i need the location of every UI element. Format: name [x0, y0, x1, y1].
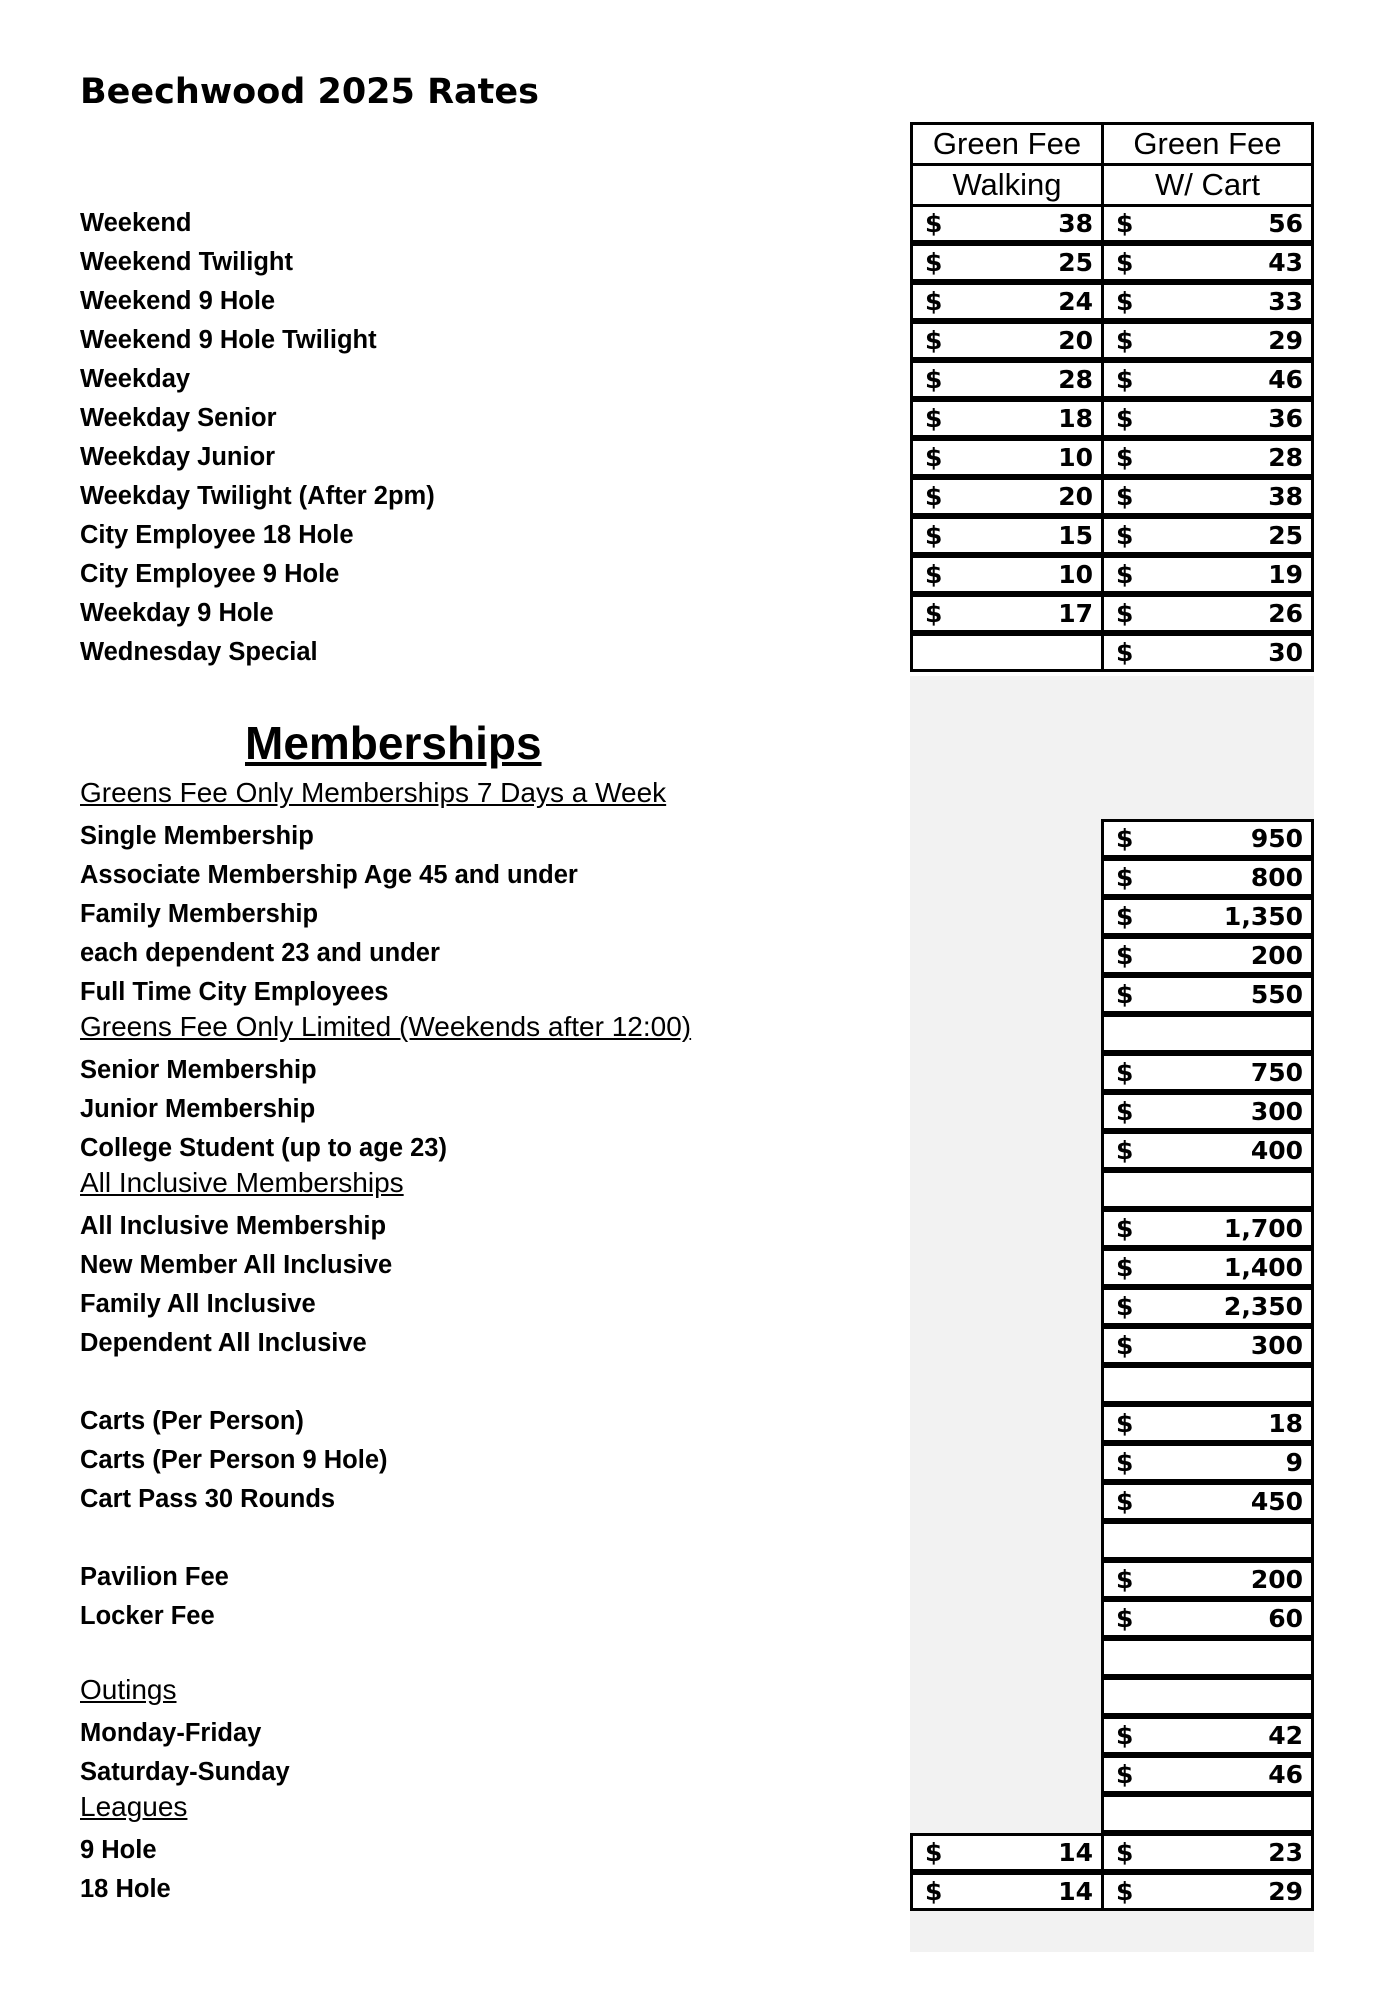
currency-symbol: $ — [1116, 824, 1134, 853]
section-heading: Greens Fee Only Limited (Weekends after 12:00) — [80, 1011, 692, 1042]
walking-price-cell — [910, 243, 1104, 282]
empty-price-cell — [1101, 1677, 1314, 1716]
cart-price-cell — [1101, 438, 1314, 477]
section-heading: Leagues — [80, 1791, 188, 1822]
membership-label: All Inclusive Membership — [80, 1212, 387, 1240]
currency-symbol: $ — [1116, 1136, 1134, 1165]
price-cell — [1101, 1560, 1314, 1599]
price-value: 24 — [1058, 287, 1093, 316]
currency-symbol: $ — [925, 482, 943, 511]
currency-symbol: $ — [1116, 365, 1134, 394]
currency-symbol: $ — [925, 365, 943, 394]
price-value: 33 — [1268, 287, 1303, 316]
price-value: 18 — [1058, 404, 1093, 433]
membership-label: Locker Fee — [80, 1602, 215, 1630]
price-value: 20 — [1058, 482, 1093, 511]
price-cell — [1101, 1326, 1314, 1365]
membership-label: Cart Pass 30 Rounds — [80, 1485, 336, 1513]
price-value: 43 — [1268, 248, 1303, 277]
membership-label: Associate Membership Age 45 and under — [80, 861, 578, 889]
walking-price-cell — [910, 321, 1104, 360]
membership-label: 9 Hole — [80, 1836, 157, 1864]
price-cell — [1101, 1482, 1314, 1521]
header-cart-bottom: W/ Cart — [1101, 163, 1314, 207]
currency-symbol: $ — [925, 404, 943, 433]
walking-price-cell — [910, 282, 1104, 321]
membership-label: Full Time City Employees — [80, 978, 389, 1006]
currency-symbol: $ — [1116, 1331, 1134, 1360]
price-value: 450 — [1250, 1487, 1303, 1516]
price-value: 29 — [1268, 1877, 1303, 1906]
currency-symbol: $ — [1116, 443, 1134, 472]
price-value: 17 — [1058, 599, 1093, 628]
walking-price-cell — [910, 516, 1104, 555]
rate-label: Weekend 9 Hole — [80, 287, 276, 315]
header-walking-bottom: Walking — [910, 163, 1104, 207]
price-value: 200 — [1250, 941, 1303, 970]
currency-symbol: $ — [1116, 287, 1134, 316]
price-value: 1,700 — [1223, 1214, 1303, 1243]
price-value: 200 — [1250, 1565, 1303, 1594]
price-value: 18 — [1268, 1409, 1303, 1438]
price-value: 36 — [1268, 404, 1303, 433]
membership-label: Senior Membership — [80, 1056, 317, 1084]
membership-label: Carts (Per Person 9 Hole) — [80, 1446, 388, 1474]
currency-symbol: $ — [925, 599, 943, 628]
currency-symbol: $ — [925, 209, 943, 238]
currency-symbol: $ — [1116, 638, 1134, 667]
price-value: 2,350 — [1223, 1292, 1303, 1321]
currency-symbol: $ — [1116, 404, 1134, 433]
empty-price-cell — [1101, 1794, 1314, 1833]
currency-symbol: $ — [925, 326, 943, 355]
walking-price-cell — [910, 477, 1104, 516]
price-value: 14 — [1058, 1838, 1093, 1867]
empty-price-cell — [1101, 1014, 1314, 1053]
membership-label: New Member All Inclusive — [80, 1251, 393, 1279]
price-cell — [1101, 1209, 1314, 1248]
price-value: 400 — [1250, 1136, 1303, 1165]
currency-symbol: $ — [1116, 248, 1134, 277]
rate-label: Wednesday Special — [80, 638, 318, 666]
currency-symbol: $ — [1116, 1448, 1134, 1477]
membership-label: Pavilion Fee — [80, 1563, 229, 1591]
currency-symbol: $ — [925, 521, 943, 550]
membership-label: Dependent All Inclusive — [80, 1329, 367, 1357]
price-value: 25 — [1268, 521, 1303, 550]
price-cell — [1101, 897, 1314, 936]
currency-symbol: $ — [1116, 599, 1134, 628]
currency-symbol: $ — [1116, 1877, 1134, 1906]
price-cell — [1101, 1755, 1314, 1794]
membership-label: Saturday-Sunday — [80, 1758, 290, 1786]
currency-symbol: $ — [1116, 1214, 1134, 1243]
walking-price-cell — [910, 594, 1104, 633]
section-heading: Outings — [80, 1674, 177, 1705]
empty-price-cell — [1101, 1521, 1314, 1560]
cart-price-cell — [1101, 204, 1314, 243]
currency-symbol: $ — [1116, 326, 1134, 355]
price-value: 46 — [1268, 365, 1303, 394]
price-value: 28 — [1268, 443, 1303, 472]
rate-label: Weekend 9 Hole Twilight — [80, 326, 377, 354]
section-heading: Greens Fee Only Memberships 7 Days a Week — [80, 777, 667, 808]
price-value: 28 — [1058, 365, 1093, 394]
currency-symbol: $ — [1116, 1838, 1134, 1867]
price-value: 56 — [1268, 209, 1303, 238]
currency-symbol: $ — [1116, 1721, 1134, 1750]
currency-symbol: $ — [1116, 902, 1134, 931]
page-title: Beechwood 2025 Rates — [80, 72, 539, 112]
cart-price-cell — [1101, 360, 1314, 399]
rate-label: City Employee 18 Hole — [80, 521, 354, 549]
currency-symbol: $ — [925, 443, 943, 472]
walking-price-cell — [910, 438, 1104, 477]
price-cell — [1101, 936, 1314, 975]
price-value: 38 — [1058, 209, 1093, 238]
price-value: 1,400 — [1223, 1253, 1303, 1282]
currency-symbol: $ — [1116, 1058, 1134, 1087]
currency-symbol: $ — [925, 1877, 943, 1906]
price-value: 1,350 — [1223, 902, 1303, 931]
currency-symbol: $ — [1116, 1565, 1134, 1594]
price-value: 25 — [1058, 248, 1093, 277]
cart-price-cell — [1101, 555, 1314, 594]
cart-price-cell — [1101, 477, 1314, 516]
currency-symbol: $ — [1116, 1760, 1134, 1789]
rate-label: Weekday Junior — [80, 443, 276, 471]
price-cell — [1101, 1131, 1314, 1170]
price-value: 30 — [1268, 638, 1303, 667]
walking-price-cell — [910, 555, 1104, 594]
price-cell — [1101, 975, 1314, 1014]
currency-symbol: $ — [1116, 1097, 1134, 1126]
membership-label: Monday-Friday — [80, 1719, 262, 1747]
walking-price-cell — [910, 1833, 1104, 1872]
cart-price-cell — [1101, 594, 1314, 633]
price-cell — [1101, 1053, 1314, 1092]
price-value: 300 — [1250, 1097, 1303, 1126]
price-value: 300 — [1250, 1331, 1303, 1360]
currency-symbol: $ — [1116, 1487, 1134, 1516]
price-value: 38 — [1268, 482, 1303, 511]
header-cart-top: Green Fee — [1101, 122, 1314, 166]
memberships-title: Memberships — [245, 717, 542, 769]
price-cell — [1101, 1443, 1314, 1482]
membership-label: each dependent 23 and under — [80, 939, 440, 967]
membership-label: Junior Membership — [80, 1095, 316, 1123]
empty-price-cell — [1101, 1170, 1314, 1209]
walking-price-cell — [910, 360, 1104, 399]
price-value: 15 — [1058, 521, 1093, 550]
currency-symbol: $ — [1116, 209, 1134, 238]
currency-symbol: $ — [1116, 1604, 1134, 1633]
currency-symbol: $ — [925, 287, 943, 316]
membership-label: Family All Inclusive — [80, 1290, 316, 1318]
currency-symbol: $ — [925, 560, 943, 589]
currency-symbol: $ — [1116, 863, 1134, 892]
cart-price-cell — [1101, 516, 1314, 555]
price-cell — [1101, 1248, 1314, 1287]
rate-label: Weekday — [80, 365, 191, 393]
price-value: 750 — [1250, 1058, 1303, 1087]
membership-label: Family Membership — [80, 900, 319, 928]
price-cell — [1101, 858, 1314, 897]
rate-label: Weekend Twilight — [80, 248, 293, 276]
cart-price-cell — [1101, 321, 1314, 360]
price-cell — [1101, 819, 1314, 858]
membership-label: Carts (Per Person) — [80, 1407, 304, 1435]
membership-label: Single Membership — [80, 822, 314, 850]
membership-label: College Student (up to age 23) — [80, 1134, 447, 1162]
walking-price-cell — [910, 1872, 1104, 1911]
cart-price-cell — [1101, 243, 1314, 282]
rate-label: Weekday Senior — [80, 404, 277, 432]
price-value: 800 — [1250, 863, 1303, 892]
price-value: 26 — [1268, 599, 1303, 628]
price-value: 10 — [1058, 560, 1093, 589]
walking-price-cell — [910, 204, 1104, 243]
price-value: 14 — [1058, 1877, 1093, 1906]
price-cell — [1101, 1287, 1314, 1326]
rate-label: Weekend — [80, 209, 192, 237]
price-value: 19 — [1268, 560, 1303, 589]
price-value: 46 — [1268, 1760, 1303, 1789]
empty-price-cell — [1101, 1638, 1314, 1677]
price-value: 20 — [1058, 326, 1093, 355]
empty-price-cell — [1101, 1365, 1314, 1404]
currency-symbol: $ — [1116, 1253, 1134, 1282]
currency-symbol: $ — [925, 1838, 943, 1867]
price-value: 23 — [1268, 1838, 1303, 1867]
currency-symbol: $ — [925, 248, 943, 277]
walking-price-cell — [910, 633, 1104, 672]
price-value: 950 — [1250, 824, 1303, 853]
price-value: 42 — [1268, 1721, 1303, 1750]
price-value: 550 — [1250, 980, 1303, 1009]
cart-price-cell — [1101, 633, 1314, 672]
walking-price-cell — [910, 399, 1104, 438]
section-heading: All Inclusive Memberships — [80, 1167, 404, 1198]
price-cell — [1101, 1833, 1314, 1872]
price-cell — [1101, 1404, 1314, 1443]
price-cell — [1101, 1872, 1314, 1911]
rate-label: Weekday Twilight (After 2pm) — [80, 482, 435, 510]
currency-symbol: $ — [1116, 980, 1134, 1009]
price-cell — [1101, 1599, 1314, 1638]
currency-symbol: $ — [1116, 482, 1134, 511]
currency-symbol: $ — [1116, 521, 1134, 550]
cart-price-cell — [1101, 399, 1314, 438]
rate-label: Weekday 9 Hole — [80, 599, 274, 627]
price-value: 10 — [1058, 443, 1093, 472]
currency-symbol: $ — [1116, 941, 1134, 970]
rate-label: City Employee 9 Hole — [80, 560, 340, 588]
price-value: 9 — [1285, 1448, 1303, 1477]
price-cell — [1101, 1716, 1314, 1755]
currency-symbol: $ — [1116, 1409, 1134, 1438]
price-value: 29 — [1268, 326, 1303, 355]
header-walking-top: Green Fee — [910, 122, 1104, 166]
price-value: 60 — [1268, 1604, 1303, 1633]
cart-price-cell — [1101, 282, 1314, 321]
currency-symbol: $ — [1116, 1292, 1134, 1321]
membership-label: 18 Hole — [80, 1875, 171, 1903]
price-cell — [1101, 1092, 1314, 1131]
currency-symbol: $ — [1116, 560, 1134, 589]
